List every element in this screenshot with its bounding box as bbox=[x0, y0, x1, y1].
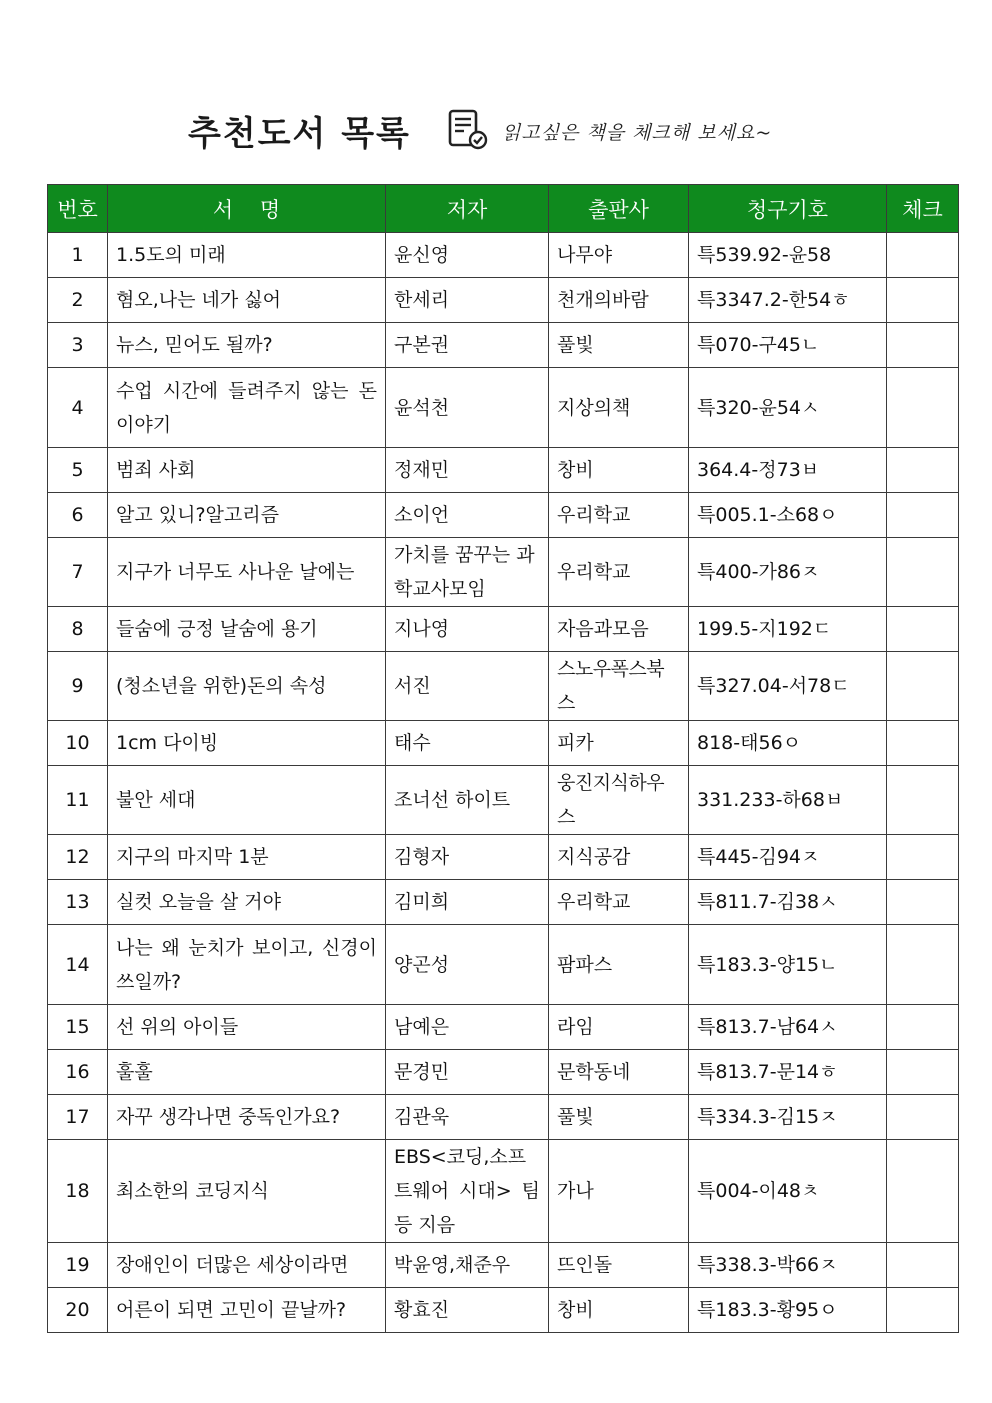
book-publisher: 창비 bbox=[549, 448, 689, 493]
check-cell[interactable] bbox=[887, 925, 959, 1005]
book-publisher: 웅진지식하우스 bbox=[549, 766, 689, 835]
book-publisher: 문학동네 bbox=[549, 1050, 689, 1095]
check-cell[interactable] bbox=[887, 323, 959, 368]
book-title: 1.5도의 미래 bbox=[108, 233, 386, 278]
column-header-number: 번호 bbox=[48, 185, 108, 233]
checklist-document-icon bbox=[446, 108, 490, 152]
row-number: 4 bbox=[48, 368, 108, 448]
check-cell[interactable] bbox=[887, 652, 959, 721]
row-number: 5 bbox=[48, 448, 108, 493]
book-title: 실컷 오늘을 살 거야 bbox=[108, 880, 386, 925]
table-header-row bbox=[48, 185, 959, 233]
row-number: 1 bbox=[48, 233, 108, 278]
table-row bbox=[48, 493, 959, 538]
column-header-call-number: 청구기호 bbox=[689, 185, 887, 233]
check-cell[interactable] bbox=[887, 880, 959, 925]
book-author: 구본권 bbox=[386, 323, 549, 368]
book-title: 지구의 마지막 1분 bbox=[108, 835, 386, 880]
check-cell[interactable] bbox=[887, 448, 959, 493]
book-title: 1cm 다이빙 bbox=[108, 721, 386, 766]
check-cell[interactable] bbox=[887, 766, 959, 835]
book-publisher: 피카 bbox=[549, 721, 689, 766]
row-number: 3 bbox=[48, 323, 108, 368]
call-number: 특320-윤54ㅅ bbox=[689, 368, 887, 448]
book-author: 김관욱 bbox=[386, 1095, 549, 1140]
row-number: 18 bbox=[48, 1140, 108, 1243]
book-title: 어른이 되면 고민이 끝날까? bbox=[108, 1288, 386, 1333]
book-title: 지구가 너무도 사나운 날에는 bbox=[108, 538, 386, 607]
call-number: 331.233-하68ㅂ bbox=[689, 766, 887, 835]
book-publisher: 팜파스 bbox=[549, 925, 689, 1005]
table-row bbox=[48, 1140, 959, 1243]
table-row bbox=[48, 1243, 959, 1288]
book-author: 지나영 bbox=[386, 607, 549, 652]
book-author: 소이언 bbox=[386, 493, 549, 538]
book-author: 김형자 bbox=[386, 835, 549, 880]
call-number: 199.5-지192ㄷ bbox=[689, 607, 887, 652]
book-title: 범죄 사회 bbox=[108, 448, 386, 493]
table-row bbox=[48, 721, 959, 766]
row-number: 17 bbox=[48, 1095, 108, 1140]
call-number: 818-태56ㅇ bbox=[689, 721, 887, 766]
call-number: 특334.3-김15ㅈ bbox=[689, 1095, 887, 1140]
table-row bbox=[48, 538, 959, 607]
call-number: 특539.92-윤58 bbox=[689, 233, 887, 278]
book-title: 장애인이 더많은 세상이라면 bbox=[108, 1243, 386, 1288]
row-number: 9 bbox=[48, 652, 108, 721]
book-author: 태수 bbox=[386, 721, 549, 766]
book-publisher: 천개의바람 bbox=[549, 278, 689, 323]
book-publisher: 뜨인돌 bbox=[549, 1243, 689, 1288]
book-title: 뉴스, 믿어도 될까? bbox=[108, 323, 386, 368]
call-number: 특338.3-박66ㅈ bbox=[689, 1243, 887, 1288]
book-title: 불안 세대 bbox=[108, 766, 386, 835]
book-author: 윤신영 bbox=[386, 233, 549, 278]
book-title: 수업 시간에 들려주지 않는 돈 이야기 bbox=[108, 368, 386, 448]
table-row bbox=[48, 278, 959, 323]
column-header-title: 서 명 bbox=[108, 185, 386, 233]
check-cell[interactable] bbox=[887, 835, 959, 880]
check-cell[interactable] bbox=[887, 1140, 959, 1243]
call-number: 특183.3-양15ㄴ bbox=[689, 925, 887, 1005]
book-author: 황효진 bbox=[386, 1288, 549, 1333]
row-number: 14 bbox=[48, 925, 108, 1005]
call-number: 특005.1-소68ㅇ bbox=[689, 493, 887, 538]
call-number: 특327.04-서78ㄷ bbox=[689, 652, 887, 721]
row-number: 20 bbox=[48, 1288, 108, 1333]
call-number: 364.4-정73ㅂ bbox=[689, 448, 887, 493]
page-subtitle: 읽고싶은 책을 체크해 보세요~ bbox=[502, 122, 773, 144]
call-number: 특813.7-문14ㅎ bbox=[689, 1050, 887, 1095]
book-publisher: 우리학교 bbox=[549, 493, 689, 538]
table-row bbox=[48, 368, 959, 448]
book-author: EBS<코딩,소프트웨어 시대> 팀 등 지음 bbox=[386, 1140, 549, 1243]
table-row bbox=[48, 1050, 959, 1095]
call-number: 특183.3-황95ㅇ bbox=[689, 1288, 887, 1333]
check-cell[interactable] bbox=[887, 1050, 959, 1095]
check-cell[interactable] bbox=[887, 721, 959, 766]
call-number: 특3347.2-한54ㅎ bbox=[689, 278, 887, 323]
call-number: 특004-이48ㅊ bbox=[689, 1140, 887, 1243]
book-publisher: 스노우폭스북스 bbox=[549, 652, 689, 721]
book-author: 김미희 bbox=[386, 880, 549, 925]
book-publisher: 지상의책 bbox=[549, 368, 689, 448]
table-row bbox=[48, 323, 959, 368]
table-row bbox=[48, 1095, 959, 1140]
book-author: 정재민 bbox=[386, 448, 549, 493]
check-cell[interactable] bbox=[887, 1243, 959, 1288]
table-row bbox=[48, 1005, 959, 1050]
call-number: 특445-김94ㅈ bbox=[689, 835, 887, 880]
book-publisher: 라임 bbox=[549, 1005, 689, 1050]
row-number: 7 bbox=[48, 538, 108, 607]
book-title: 나는 왜 눈치가 보이고, 신경이 쓰일까? bbox=[108, 925, 386, 1005]
column-header-check: 체크 bbox=[887, 185, 959, 233]
call-number: 특811.7-김38ㅅ bbox=[689, 880, 887, 925]
book-author: 박윤영,채준우 bbox=[386, 1243, 549, 1288]
table-row bbox=[48, 1288, 959, 1333]
book-publisher: 가나 bbox=[549, 1140, 689, 1243]
book-publisher: 자음과모음 bbox=[549, 607, 689, 652]
call-number: 특070-구45ㄴ bbox=[689, 323, 887, 368]
table-row bbox=[48, 233, 959, 278]
row-number: 2 bbox=[48, 278, 108, 323]
book-title: 선 위의 아이들 bbox=[108, 1005, 386, 1050]
table-row bbox=[48, 607, 959, 652]
check-cell[interactable] bbox=[887, 1095, 959, 1140]
book-author: 남예은 bbox=[386, 1005, 549, 1050]
check-cell[interactable] bbox=[887, 538, 959, 607]
book-author: 한세리 bbox=[386, 278, 549, 323]
table-row bbox=[48, 766, 959, 835]
page-title: 추천도서 목록 bbox=[188, 114, 411, 154]
row-number: 15 bbox=[48, 1005, 108, 1050]
book-title: 들숨에 긍정 날숨에 용기 bbox=[108, 607, 386, 652]
book-title: 훌훌 bbox=[108, 1050, 386, 1095]
check-cell[interactable] bbox=[887, 493, 959, 538]
call-number: 특813.7-남64ㅅ bbox=[689, 1005, 887, 1050]
book-author: 서진 bbox=[386, 652, 549, 721]
row-number: 13 bbox=[48, 880, 108, 925]
book-publisher: 나무야 bbox=[549, 233, 689, 278]
book-author: 윤석천 bbox=[386, 368, 549, 448]
check-cell[interactable] bbox=[887, 1288, 959, 1333]
row-number: 10 bbox=[48, 721, 108, 766]
book-publisher: 우리학교 bbox=[549, 538, 689, 607]
book-publisher: 창비 bbox=[549, 1288, 689, 1333]
book-author: 문경민 bbox=[386, 1050, 549, 1095]
book-author: 양곤성 bbox=[386, 925, 549, 1005]
row-number: 8 bbox=[48, 607, 108, 652]
book-publisher: 풀빛 bbox=[549, 1095, 689, 1140]
table-row bbox=[48, 652, 959, 721]
book-publisher: 우리학교 bbox=[549, 880, 689, 925]
book-title: 알고 있니?알고리즘 bbox=[108, 493, 386, 538]
table-row bbox=[48, 880, 959, 925]
check-cell[interactable] bbox=[887, 607, 959, 652]
book-title: 자꾸 생각나면 중독인가요? bbox=[108, 1095, 386, 1140]
book-title: (청소년을 위한)돈의 속성 bbox=[108, 652, 386, 721]
book-title: 혐오,나는 네가 싫어 bbox=[108, 278, 386, 323]
table-row bbox=[48, 448, 959, 493]
row-number: 11 bbox=[48, 766, 108, 835]
column-header-author: 저자 bbox=[386, 185, 549, 233]
row-number: 12 bbox=[48, 835, 108, 880]
row-number: 6 bbox=[48, 493, 108, 538]
book-title: 최소한의 코딩지식 bbox=[108, 1140, 386, 1243]
column-header-publisher: 출판사 bbox=[549, 185, 689, 233]
row-number: 19 bbox=[48, 1243, 108, 1288]
check-cell[interactable] bbox=[887, 278, 959, 323]
check-cell[interactable] bbox=[887, 368, 959, 448]
table-row bbox=[48, 925, 959, 1005]
book-author: 조너선 하이트 bbox=[386, 766, 549, 835]
book-author: 가치를 꿈꾸는 과학교사모임 bbox=[386, 538, 549, 607]
call-number: 특400-가86ㅈ bbox=[689, 538, 887, 607]
book-publisher: 풀빛 bbox=[549, 323, 689, 368]
title-row bbox=[0, 100, 992, 164]
table-row bbox=[48, 835, 959, 880]
check-cell[interactable] bbox=[887, 233, 959, 278]
book-list-table bbox=[47, 184, 959, 1333]
book-publisher: 지식공감 bbox=[549, 835, 689, 880]
check-cell[interactable] bbox=[887, 1005, 959, 1050]
row-number: 16 bbox=[48, 1050, 108, 1095]
